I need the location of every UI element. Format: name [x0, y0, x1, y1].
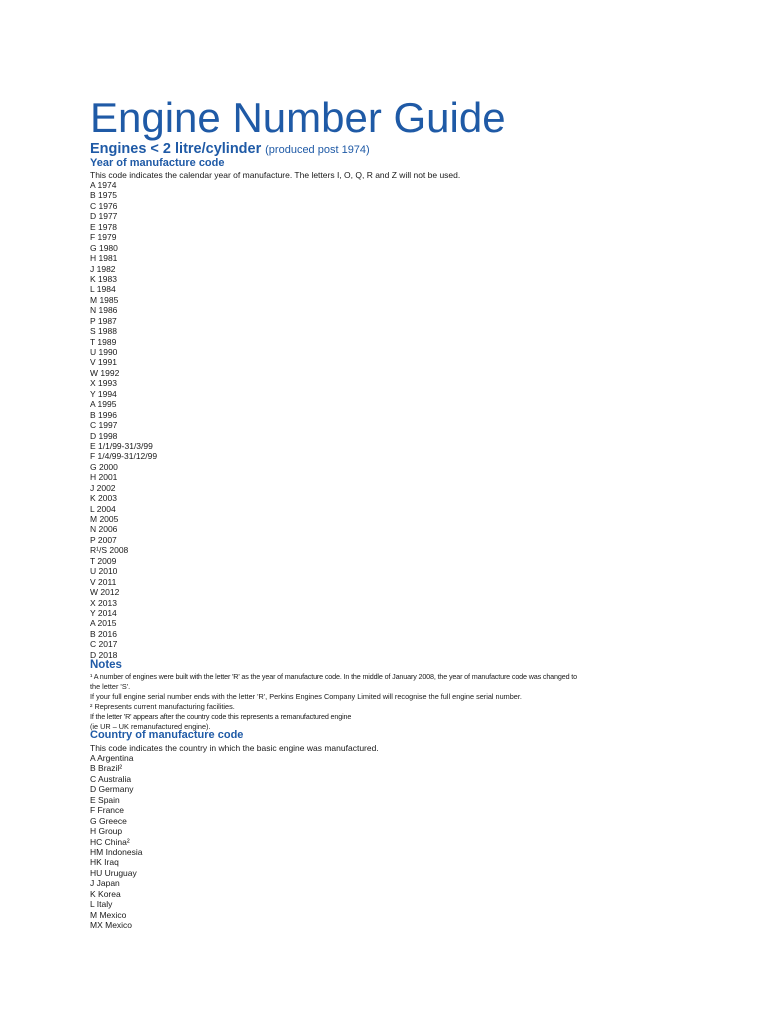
page-title: Engine Number Guide: [90, 94, 506, 141]
country-code-item: M Mexico: [90, 909, 127, 920]
year-code-heading: Year of manufacture code: [90, 157, 225, 169]
year-code-item: M 1985: [90, 294, 119, 305]
year-code-item: J 1982: [90, 263, 116, 274]
country-code-item: K Korea: [90, 888, 121, 899]
year-code-item: R¹/S 2008: [90, 545, 129, 556]
country-code-heading: Country of manufacture code: [90, 729, 244, 741]
year-code-item: B 2016: [90, 628, 117, 639]
note-line: If your full engine serial number ends with the letter 'R', Perkins Engines Company Limited will recognise the full engine serial number.: [90, 692, 522, 701]
subtitle-main: Engines < 2 litre/cylinder: [90, 141, 262, 157]
year-code-item: A 1995: [90, 399, 117, 410]
country-code-item: L Italy: [90, 899, 113, 910]
year-code-item: Y 2014: [90, 607, 117, 618]
year-code-item: A 2015: [90, 618, 117, 629]
year-code-item: T 2009: [90, 555, 117, 566]
notes-list: [90, 672, 577, 732]
year-code-item: C 1997: [90, 420, 118, 431]
year-code-item: H 2001: [90, 472, 118, 483]
year-code-item: G 2000: [90, 461, 118, 472]
note-line: the letter 'S'.: [90, 682, 131, 691]
year-code-item: L 2004: [90, 503, 116, 514]
year-code-item: N 2006: [90, 524, 118, 535]
year-code-item: N 1986: [90, 305, 118, 316]
year-code-item: A 1974: [90, 180, 117, 190]
year-code-item: V 1991: [90, 357, 117, 368]
year-code-item: F 1979: [90, 232, 117, 243]
year-code-item: C 1976: [90, 200, 118, 211]
year-code-item: X 1993: [90, 378, 117, 389]
country-code-item: HU Uruguay: [90, 867, 137, 878]
country-code-item: C Australia: [90, 773, 132, 784]
country-code-item: F France: [90, 805, 125, 816]
year-code-item: H 1981: [90, 253, 118, 264]
year-code-item: B 1975: [90, 190, 117, 201]
year-code-item: L 1984: [90, 284, 116, 295]
country-code-item: E Spain: [90, 794, 120, 805]
country-code-item: HM Indonesia: [90, 846, 143, 857]
year-code-item: W 1992: [90, 367, 120, 378]
year-code-list: [90, 180, 157, 660]
year-code-item: X 2013: [90, 597, 117, 608]
year-code-item: P 2007: [90, 534, 117, 545]
note-line: ¹ A number of engines were built with the letter 'R' as the year of manufacture code. In the middle of January 2008, the year of manufacture code was changed to: [90, 672, 577, 681]
year-code-item: G 1980: [90, 242, 118, 253]
year-code-item: E 1978: [90, 221, 117, 232]
year-code-item: V 2011: [90, 576, 117, 587]
country-code-item: G Greece: [90, 815, 127, 826]
year-code-item: D 2018: [90, 649, 118, 660]
country-code-item: H Group: [90, 826, 123, 837]
note-line: (ie UR – UK remanufactured engine).: [90, 722, 211, 731]
year-code-item: T 1989: [90, 336, 117, 347]
country-code-description: This code indicates the country in which the basic engine was manufactured.: [90, 743, 379, 753]
country-code-item: A Argentina: [90, 753, 134, 763]
year-code-item: C 2017: [90, 639, 118, 650]
year-code-description: This code indicates the calendar year of manufacture. The letters I, O, Q, R and Z will not be used.: [90, 170, 461, 180]
year-code-item: Y 1994: [90, 388, 117, 399]
note-line: ² Represents current manufacturing facilities.: [90, 702, 235, 711]
year-code-item: K 2003: [90, 493, 117, 504]
country-code-item: MX Mexico: [90, 920, 133, 930]
note-line: If the letter 'R' appears after the country code this represents a remanufactured engine: [90, 712, 352, 721]
year-code-item: E 1/1/99-31/3/99: [90, 440, 153, 451]
year-code-item: W 2012: [90, 587, 120, 598]
engine-class-subtitle: [90, 139, 370, 159]
year-code-item: M 2005: [90, 514, 119, 524]
year-code-item: U 1990: [90, 347, 118, 357]
country-code-list: [90, 753, 142, 930]
year-code-item: J 2002: [90, 482, 116, 493]
year-code-item: S 1988: [90, 326, 117, 337]
subtitle-note: (produced post 1974): [265, 144, 370, 156]
country-code-item: J Japan: [90, 878, 120, 889]
notes-heading: Notes: [90, 659, 122, 671]
country-code-item: D Germany: [90, 784, 134, 795]
year-code-item: D 1977: [90, 211, 118, 222]
year-code-item: F 1/4/99-31/12/99: [90, 451, 158, 462]
year-code-item: U 2010: [90, 566, 118, 577]
year-code-item: P 1987: [90, 315, 117, 326]
year-code-item: D 1998: [90, 430, 118, 441]
country-code-item: HC China²: [90, 836, 130, 847]
country-code-item: HK Iraq: [90, 857, 119, 868]
year-code-item: B 1996: [90, 409, 117, 420]
year-code-item: K 1983: [90, 273, 117, 284]
country-code-item: B Brazil²: [90, 763, 123, 774]
